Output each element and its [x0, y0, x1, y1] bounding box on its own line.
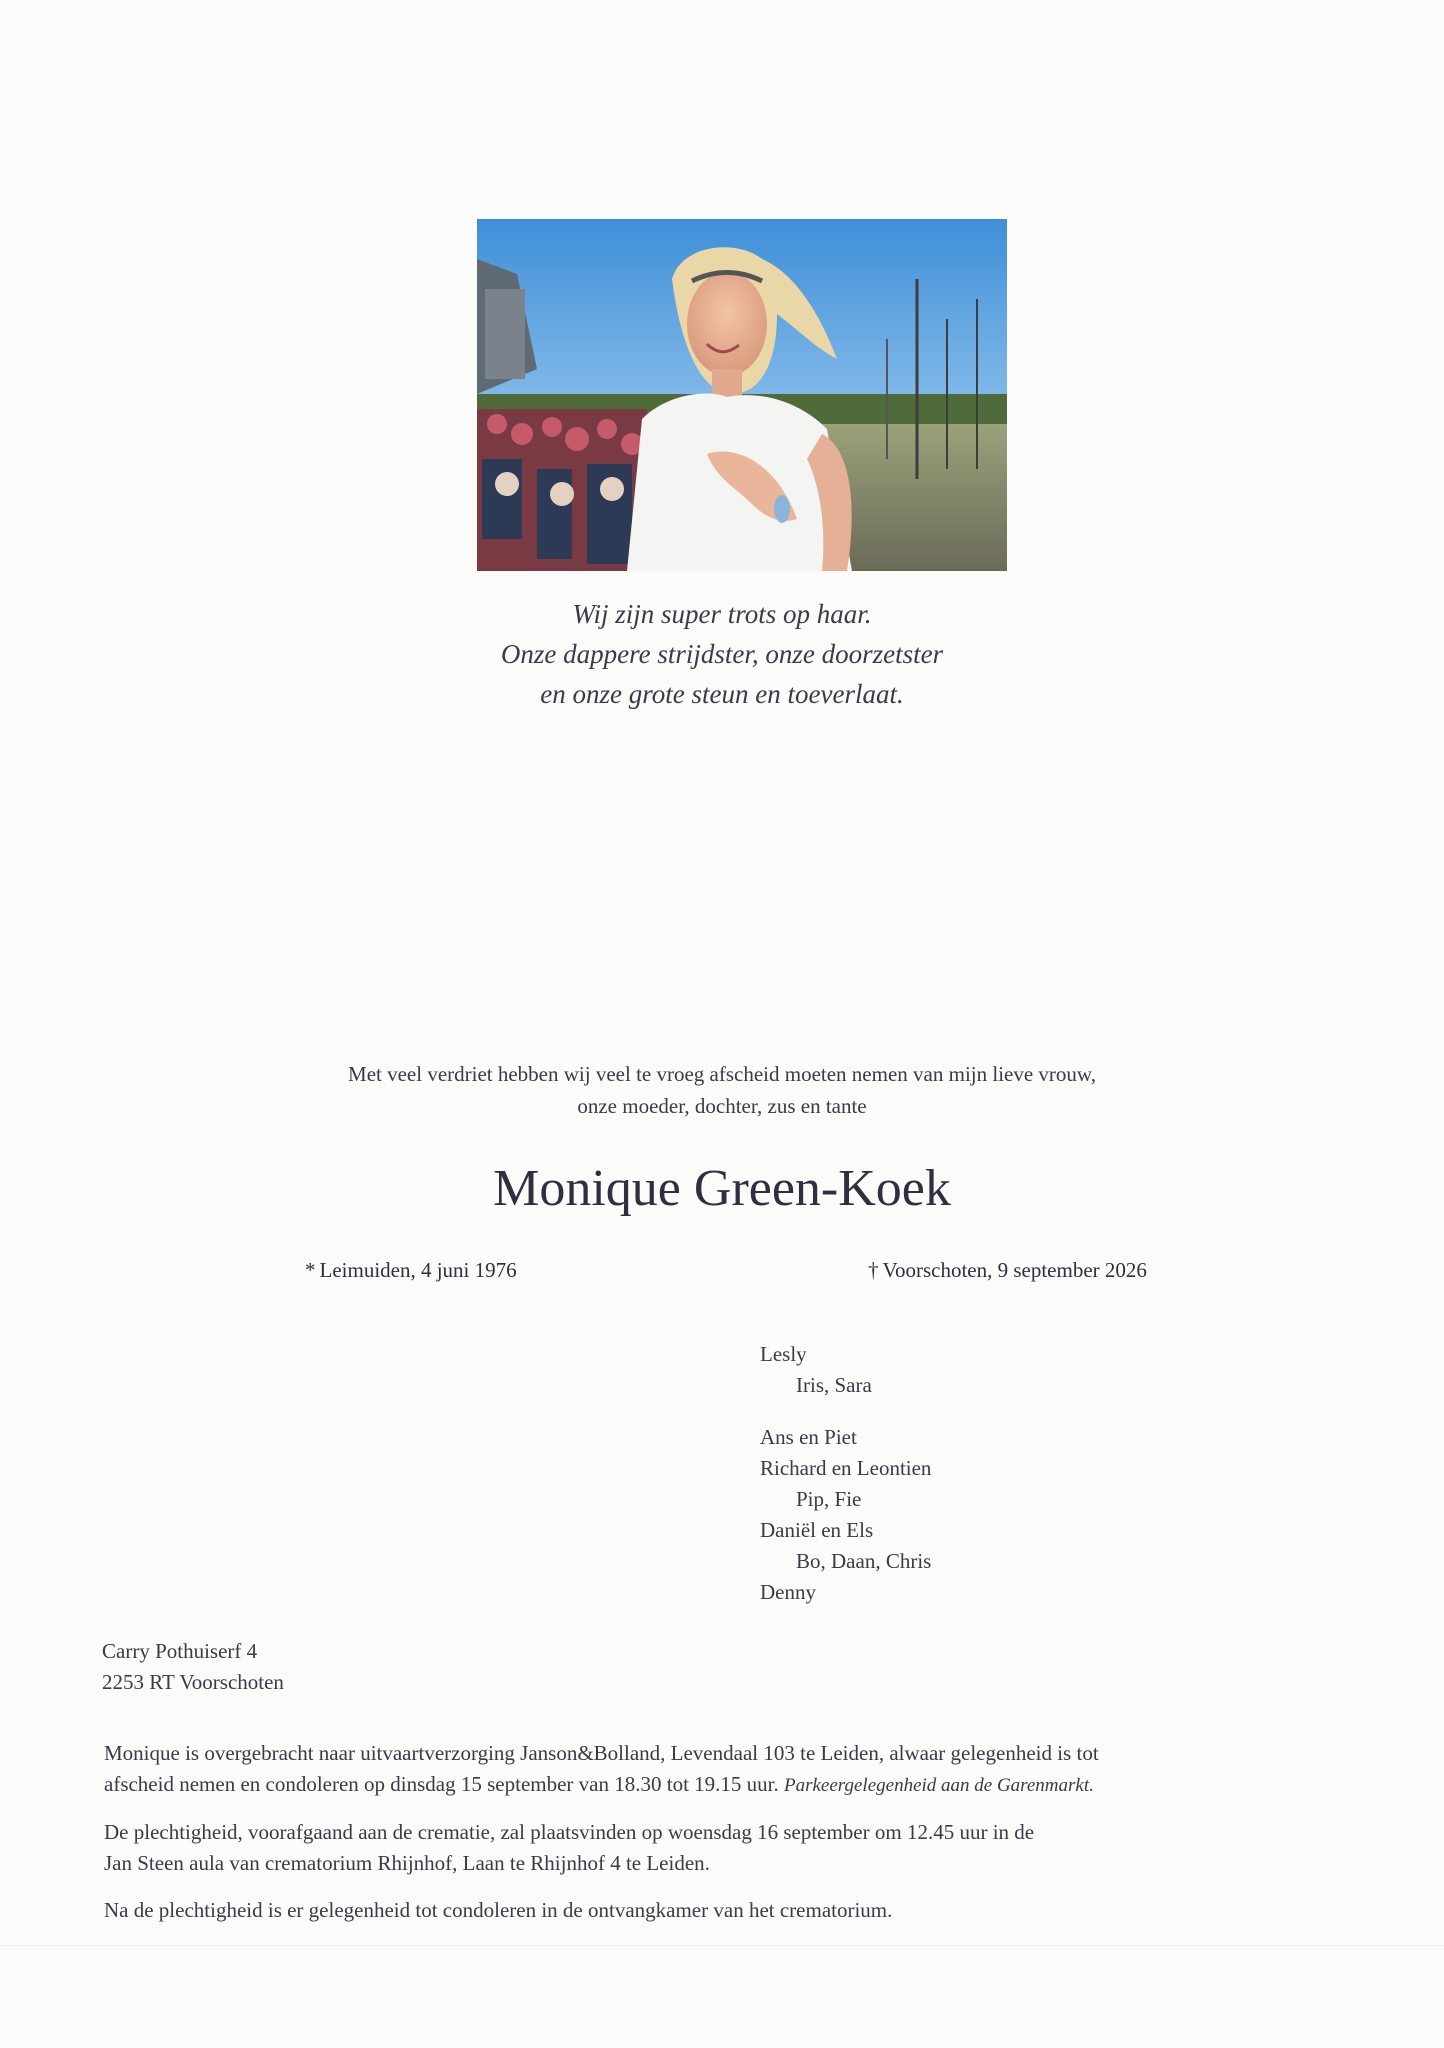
family-member: Denny: [760, 1580, 816, 1604]
birth-symbol: *: [305, 1258, 316, 1282]
death-text: Voorschoten, 9 september 2026: [882, 1258, 1147, 1282]
family-member: Richard en Leontien: [760, 1456, 932, 1480]
memorial-quote: [300, 594, 1144, 714]
birth-text: Leimuiden, 4 juni 1976: [319, 1258, 517, 1282]
family-list: [760, 1339, 931, 1608]
paragraph-ceremony-line-1: De plechtigheid, voorafgaand aan de crematie, zal plaatsvinden op woensdag 16 september om 12.45 uur in de: [104, 1820, 1035, 1844]
birth-info: [305, 1255, 517, 1285]
family-member: Iris, Sara: [796, 1373, 872, 1397]
quote-line-2: Onze dappere strijdster, onze doorzetster: [500, 639, 944, 669]
family-member: Pip, Fie: [796, 1487, 862, 1511]
quote-line-1: Wij zijn super trots op haar.: [572, 599, 872, 629]
paragraph-viewing-line-2: [104, 1769, 1334, 1801]
paragraph-ceremony-line-2: Jan Steen aula van crematorium Rhijnhof, Laan te Rhijnhof 4 te Leiden.: [104, 1851, 710, 1875]
family-member: Ans en Piet: [760, 1425, 857, 1449]
family-member: Lesly: [760, 1342, 807, 1366]
address-street: Carry Pothuiserf 4: [102, 1639, 258, 1663]
parking-note: Parkeergelegenheid aan de Garenmarkt.: [784, 1775, 1094, 1796]
death-info: [868, 1255, 1147, 1285]
correspondence-address: [102, 1636, 284, 1698]
ceremony-details: [104, 1722, 1334, 1942]
divider: [0, 1945, 1444, 1946]
paragraph-viewing-line-1: Monique is overgebracht naar uitvaartverzorging Janson&Bolland, Levendaal 103 te Leiden, alwaar gelegenheid is tot: [104, 1741, 1099, 1765]
family-member: Daniël en Els: [760, 1518, 874, 1542]
intro-line-1: Met veel verdriet hebben wij veel te vroeg afscheid moeten nemen van mijn lieve vrouw,: [348, 1062, 1096, 1086]
portrait-photo: [477, 219, 1007, 571]
address-city: 2253 RT Voorschoten: [102, 1670, 284, 1694]
portrait-photo-image: [477, 219, 1007, 571]
quote-line-3: en onze grote steun en toeverlaat.: [540, 679, 904, 709]
family-member: Bo, Daan, Chris: [796, 1549, 932, 1573]
intro-line-2: onze moeder, dochter, zus en tante: [577, 1094, 867, 1118]
paragraph-condolence-line-1: Na de plechtigheid is er gelegenheid tot condoleren in de ontvangkamer van het crematorium.: [104, 1898, 893, 1922]
deceased-name: Monique Green-Koek: [493, 1160, 951, 1217]
viewing-time-text: afscheid nemen en condoleren op dinsdag 15 september van 18.30 tot 19.15 uur.: [104, 1772, 779, 1796]
announcement-intro: [200, 1058, 1244, 1122]
cross-icon: †: [868, 1258, 879, 1282]
